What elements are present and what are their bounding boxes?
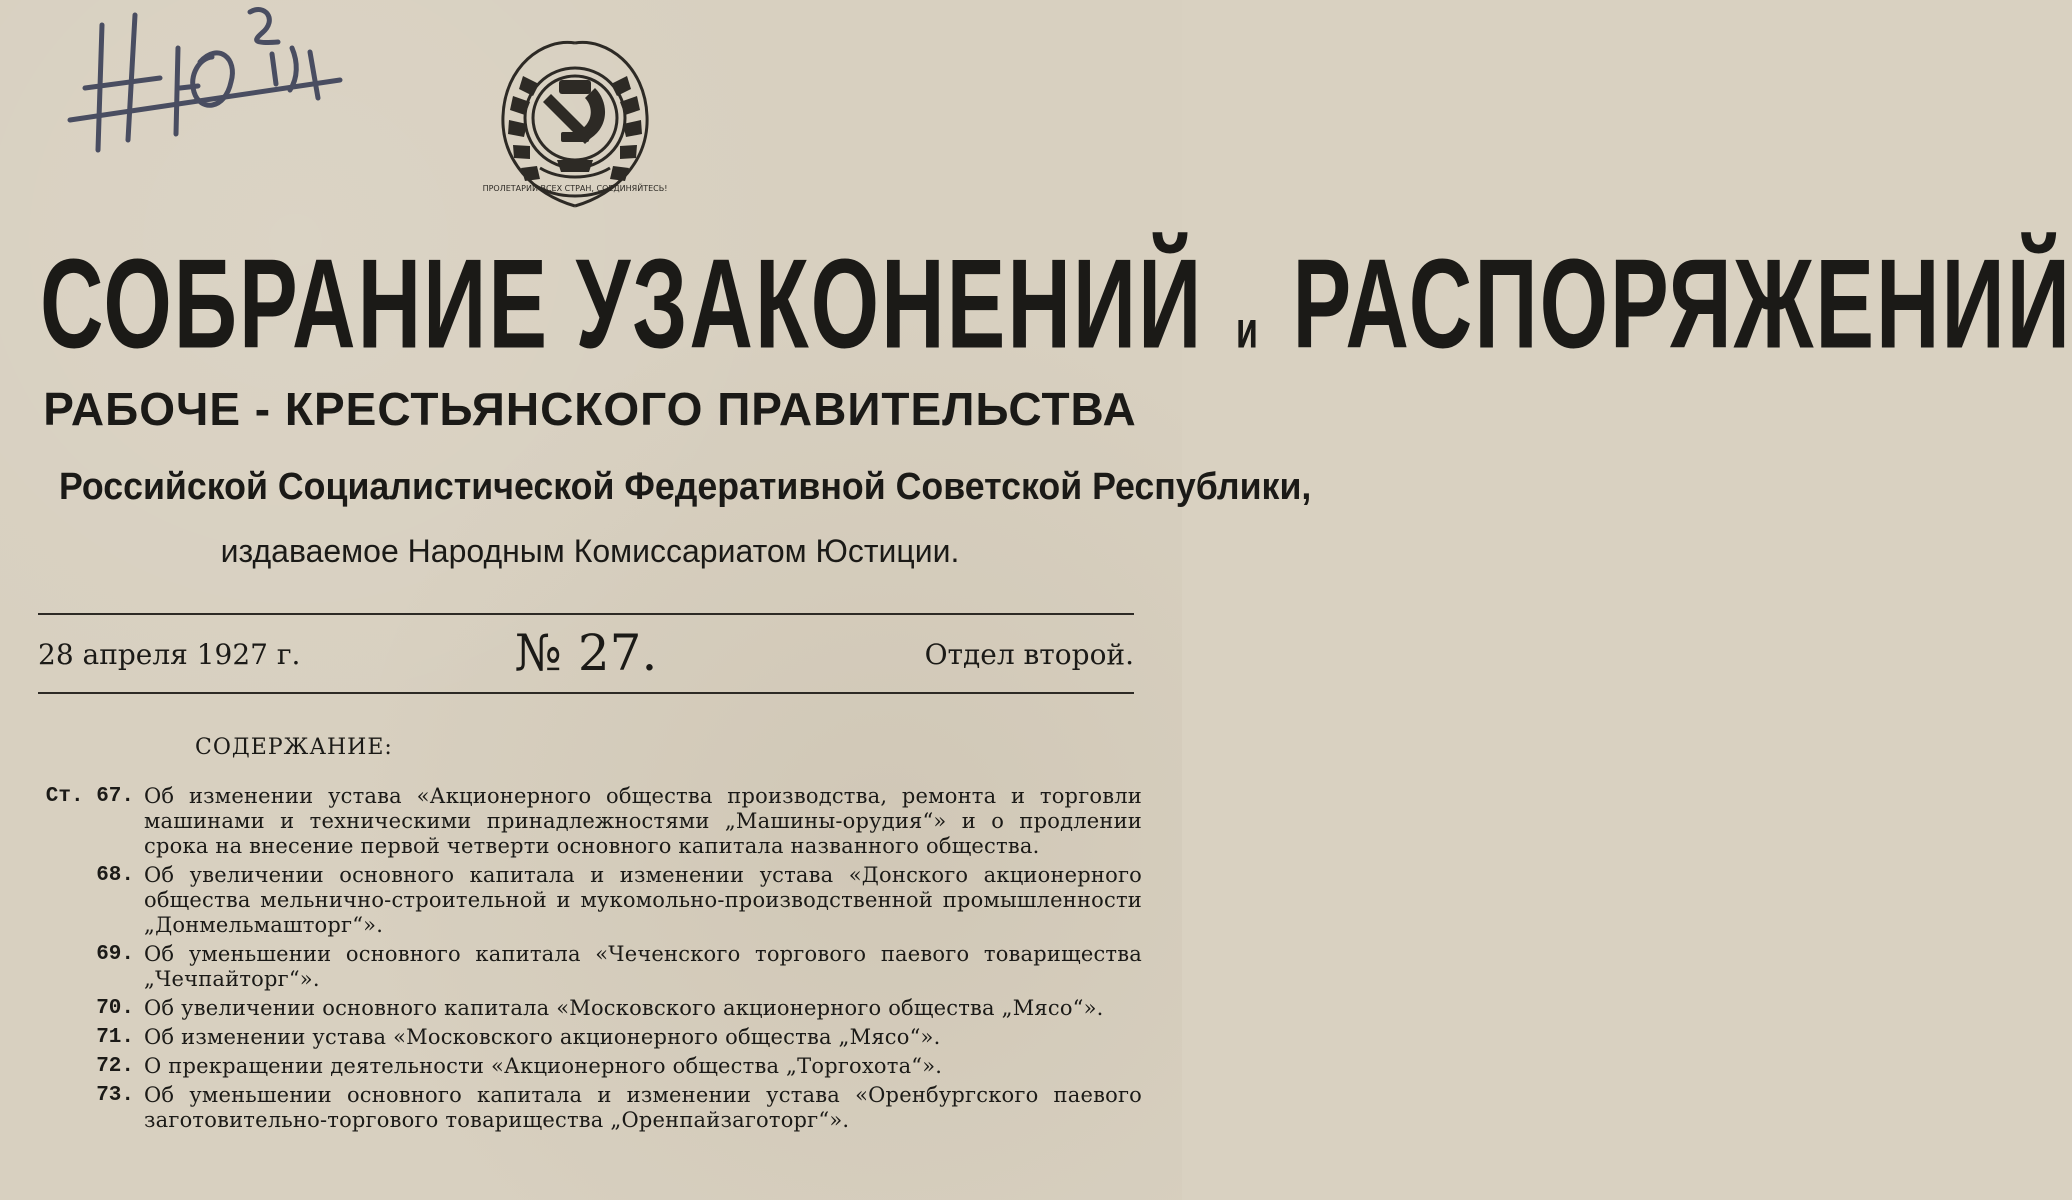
entry-text: Об изменении устава «Московского акционерного общества „Мясо“». bbox=[144, 1025, 941, 1049]
entry-text: Об уменьшении основного капитала «Чеченского торгового паевого товарищества „Чечпайторг“». bbox=[144, 942, 1142, 991]
subtitle-republic: Российской Социалистической Федеративной Советской Республики, bbox=[58, 466, 1312, 508]
subtitle-publisher: издаваемое Народным Комиссариатом Юстиции. bbox=[220, 533, 960, 569]
entry-label: Ст. 67. bbox=[45, 785, 134, 808]
main-title-part2: РАСПОРЯЖЕНИЙ bbox=[1292, 231, 2072, 375]
entry-text: Об уменьшении основного капитала и изменении устава «Оренбургского паевого заготовительно-торгового товарищества „Оренпайзаготорг“». bbox=[144, 1083, 1142, 1132]
contents-entry bbox=[38, 863, 1142, 938]
entry-label: 69. bbox=[96, 943, 134, 966]
contents-heading: СОДЕРЖАНИЕ: bbox=[195, 735, 393, 760]
contents-entry bbox=[38, 1025, 1142, 1050]
contents-entry bbox=[38, 784, 1142, 859]
entry-text: Об увеличении основного капитала «Московского акционерного общества „Мясо“». bbox=[144, 996, 1104, 1020]
contents-entry bbox=[38, 942, 1142, 992]
entry-label: 68. bbox=[96, 864, 134, 887]
top-rule bbox=[38, 613, 1134, 615]
entry-text: О прекращении деятельности «Акционерного общества „Торгохота“». bbox=[144, 1054, 943, 1078]
handwritten-mark bbox=[40, 0, 340, 170]
subtitle-government: РАБОЧЕ - КРЕСТЬЯНСКОГО ПРАВИТЕЛЬСТВА bbox=[43, 383, 1137, 435]
issue-number: № 27. bbox=[514, 624, 658, 682]
entry-label: 73. bbox=[96, 1084, 134, 1107]
entry-label: 71. bbox=[96, 1026, 134, 1049]
entry-label: 72. bbox=[96, 1055, 134, 1078]
emblem-ribbon-text: ПРОЛЕТАРИИ ВСЕХ СТРАН, СОЕДИНЯЙТЕСЬ! bbox=[482, 184, 668, 193]
main-title-part1: СОБРАНИЕ УЗАКОНЕНИЙ bbox=[40, 231, 1204, 375]
issue-section: Отдел второй. bbox=[924, 638, 1134, 671]
state-emblem bbox=[482, 28, 668, 218]
entry-label: 70. bbox=[96, 997, 134, 1020]
bottom-rule bbox=[38, 692, 1134, 694]
contents-entry bbox=[38, 1054, 1142, 1079]
main-title bbox=[40, 231, 2072, 375]
entry-text: Об увеличении основного капитала и изменении устава «Донского акционерного общества мельнично-строительной и мукомольно-производственной промышленности „Донмельмашторг“». bbox=[144, 863, 1142, 937]
entry-text: Об изменении устава «Акционерного общества производства, ремонта и торговли машинами и техническими принадлежностями „Машины-орудия“» и о продлении срока на внесение первой четверти основного капитала названного общества. bbox=[144, 784, 1142, 858]
main-title-connector: и bbox=[1235, 299, 1260, 359]
contents-list bbox=[38, 784, 1142, 1137]
contents-entry bbox=[38, 996, 1142, 1021]
issue-row bbox=[38, 624, 1134, 683]
issue-date: 28 апреля 1927 г. bbox=[38, 638, 301, 671]
contents-entry bbox=[38, 1083, 1142, 1133]
